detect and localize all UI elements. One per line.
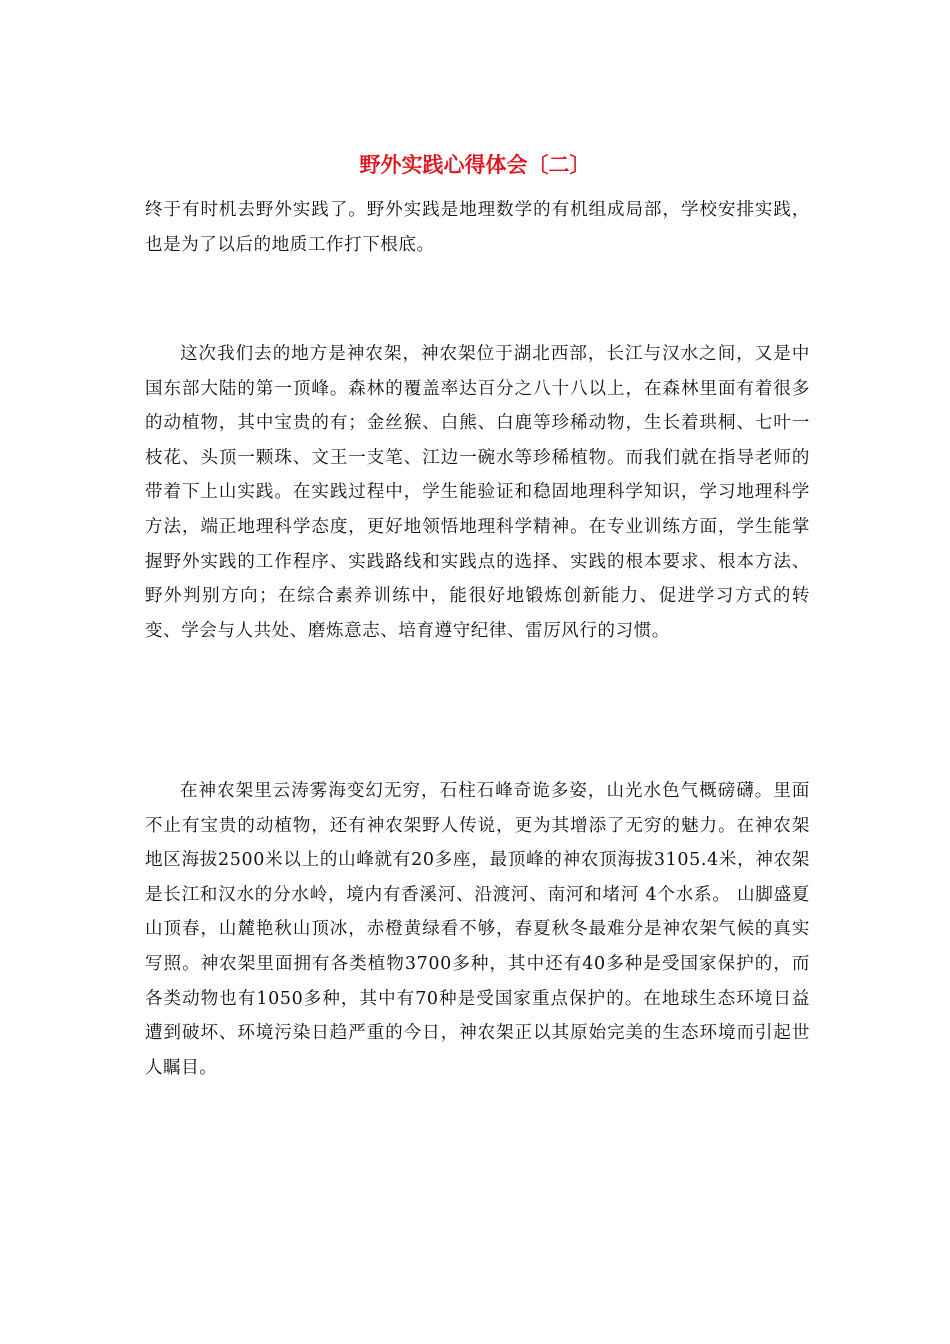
document-title: 野外实践心得体会〔二〕 xyxy=(359,153,591,177)
paragraph-intro: 终于有时机去野外实践了。野外实践是地理数学的有机组成局部，学校安排实践，也是为了以后的地质工作打下根底。 xyxy=(145,200,810,255)
paragraph-shennongjia-location: 这次我们去的地方是神农架，神农架位于湖北西部，长江与汉水之间，又是中国东部大陆的第一顶峰。森林的覆盖率达百分之八十八以上，在森林里面有着很多的动植物，其中宝贵的有；金丝猴、白熊、白鹿等珍稀动物，生长着珙桐、七叶一枝花、头顶一颗珠、文王一支笔、江边一碗水等珍稀植物。而我们就在指导老师的带着下上山实践。在实践过程中，学生能验证和稳固地理科学知识，学习地理科学方法，端正地理科学态度，更好地领悟地理科学精神。在专业训练方面，学生能掌握野外实践的工作程序、实践路线和实践点的选择、实践的根本要求、根本方法、野外判别方向；在综合素养训练中，能很好地锻炼创新能力、促进学习方式的转变、学会与人共处、磨炼意志、培育遵守纪律、雷厉风行的习惯。 xyxy=(145,344,810,641)
paragraph-shennongjia-scenery: 在神农架里云涛雾海变幻无穷，石柱石峰奇诡多姿，山光水色气概磅礴。里面不止有宝贵的动植物，还有神农架野人传说，更为其增添了无穷的魅力。在神农架地区海拔2500米以上的山峰就有20多座，最顶峰的神农顶海拔3105.4米，神农架是长江和汉水的分水岭，境内有香溪河、沿渡河、南河和堵河 4个水系。 山脚盛夏山顶春，山麓艳秋山顶冰，赤橙黄绿看不够，春夏秋冬最难分是神农架气候的真实写照。神农架里面拥有各类植物3700多种，其中还有40多种是受国家保护的，而各类动物也有1050多种，其中有70种是受国家重点保护的。在地球生态环境日益遭到破坏、环境污染日趋严重的今日，神农架正以其原始完美的生态环境而引起世人瞩目。 xyxy=(145,781,810,1078)
